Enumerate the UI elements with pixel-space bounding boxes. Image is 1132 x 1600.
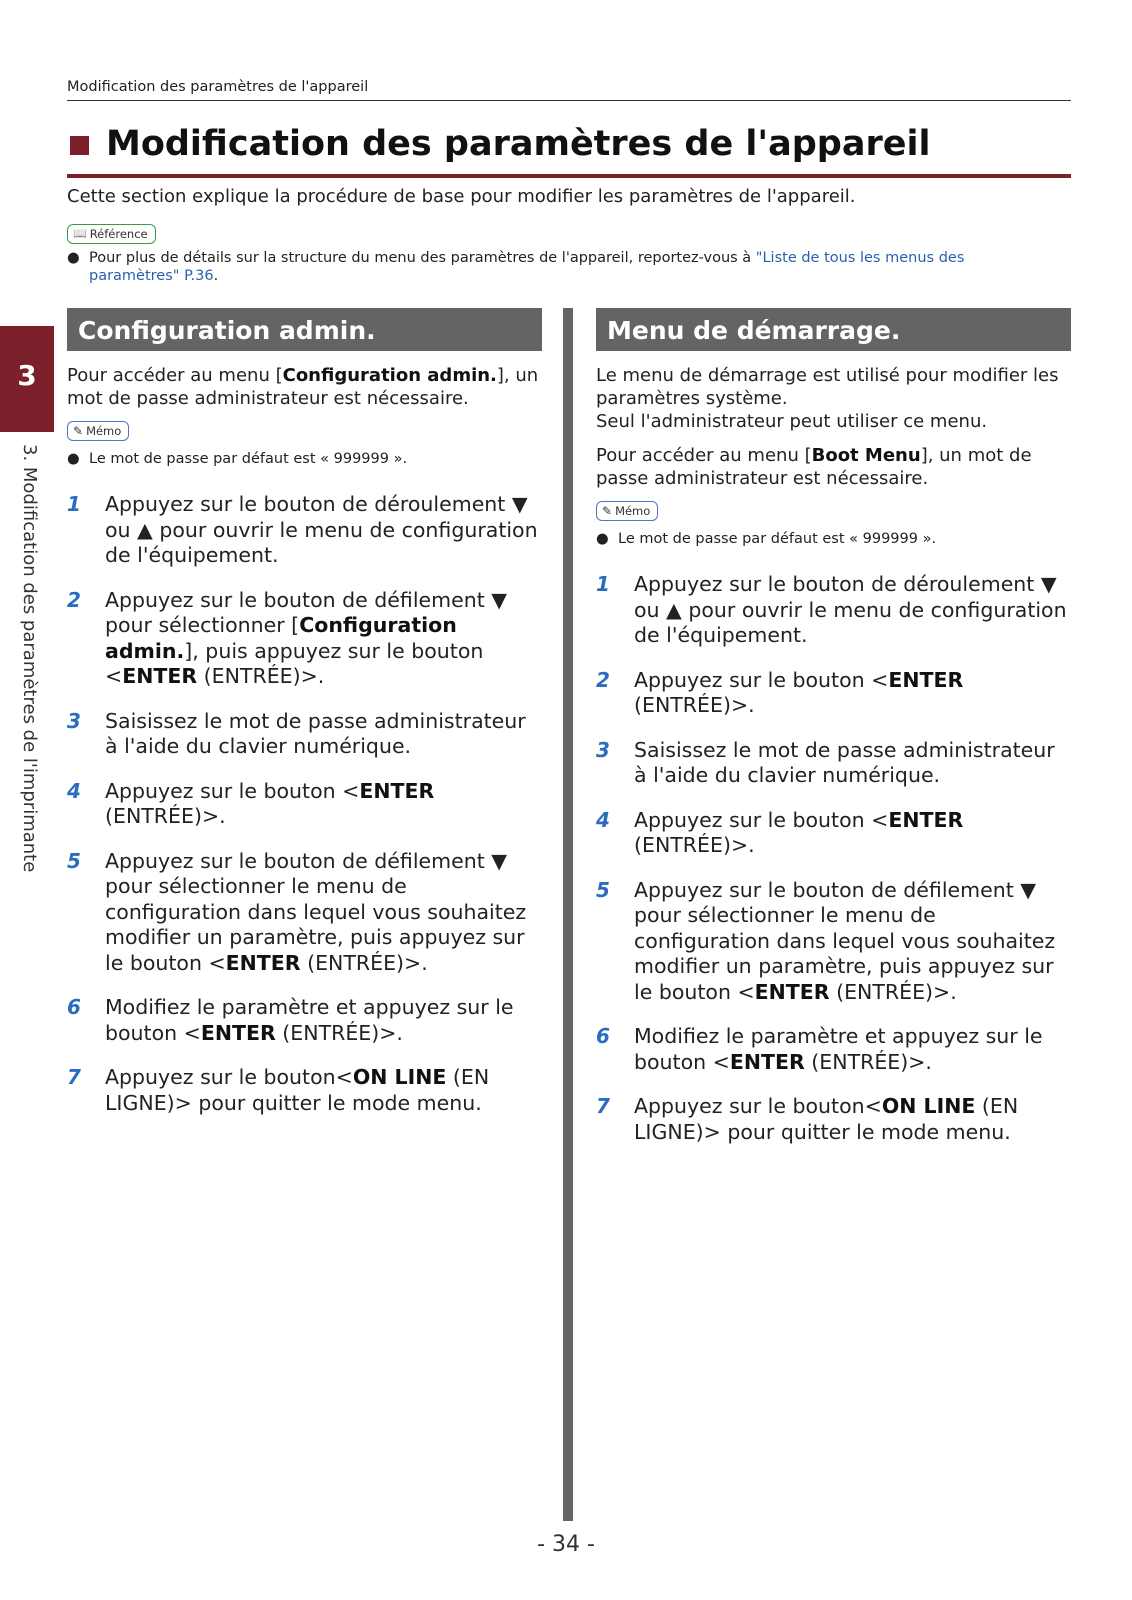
- step-number: 1: [596, 572, 610, 596]
- reference-bullet: [67, 249, 1057, 285]
- pencil-icon: ✎: [602, 504, 613, 518]
- section-intro: Cette section explique la procédure de base pour modifier les paramètres de l'appareil.: [67, 186, 856, 207]
- right-step: [596, 808, 1071, 859]
- left-step: [67, 709, 542, 760]
- right-step: [596, 668, 1071, 719]
- step-text: Appuyez sur le bouton de déroulement ▼ ou ▲ pour ouvrir le menu de configuration de l'équipement.: [634, 572, 1067, 647]
- step-text: Appuyez sur le bouton de déroulement ▼ ou ▲ pour ouvrir le menu de configuration de l'équipement.: [105, 492, 538, 567]
- step-number: 2: [596, 667, 610, 692]
- page-title: Modification des paramètres de l'appareil: [106, 124, 931, 164]
- step-number: 5: [596, 877, 610, 902]
- right-memo-badge: [596, 501, 658, 521]
- reference-badge-label: Référence: [89, 226, 148, 241]
- right-step: [596, 878, 1071, 1006]
- left-memo-bullet: [67, 450, 542, 468]
- left-memo-badge-label: Mémo: [86, 424, 122, 438]
- right-memo-text: Le mot de passe par défaut est « 999999 ».: [618, 531, 937, 547]
- running-header: Modification des paramètres de l'appareil: [67, 79, 1071, 101]
- left-intro-after: ], un mot de passe administrateur est nécessaire.: [67, 365, 539, 409]
- right-intro: [596, 444, 1071, 490]
- step-number: 4: [596, 807, 610, 832]
- right-memo-badge-label: Mémo: [615, 504, 651, 518]
- right-desc-2: Seul l'administrateur peut utiliser ce menu.: [596, 411, 988, 432]
- right-memo: [596, 500, 1071, 548]
- left-intro-before: Pour accéder au menu [: [67, 365, 283, 386]
- step-text: Modifiez le paramètre et appuyez sur le bouton <ENTER (ENTRÉE)>.: [634, 1024, 1043, 1074]
- step-text: Appuyez sur le bouton <ENTER (ENTRÉE)>.: [634, 667, 964, 717]
- right-column: [596, 308, 1071, 1164]
- square-marker-icon: [70, 136, 89, 155]
- step-text: Saisissez le mot de passe administrateur à l'aide du clavier numérique.: [105, 708, 526, 758]
- step-text: Appuyez sur le bouton<ON LINE (EN LIGNE)> pour quitter le mode menu.: [105, 1065, 490, 1115]
- step-number: 1: [67, 492, 81, 516]
- step-number: 4: [67, 778, 81, 803]
- step-number: 3: [67, 708, 81, 733]
- step-number: 7: [67, 1065, 81, 1089]
- step-number: 5: [67, 848, 81, 873]
- pencil-icon: ✎: [73, 424, 84, 438]
- page-number: - 34 -: [537, 1532, 595, 1557]
- chapter-tab[interactable]: 3: [0, 326, 54, 432]
- left-step: [67, 492, 542, 569]
- bullet-dot-icon: ●: [67, 451, 80, 467]
- step-number: 6: [596, 1024, 610, 1048]
- left-memo: [67, 420, 542, 468]
- right-column-header: Menu de démarrage.: [596, 308, 1071, 351]
- left-step: [67, 588, 542, 690]
- left-step: [67, 1065, 542, 1116]
- reference-badge-wrap: [67, 222, 156, 244]
- right-desc-1: Le menu de démarrage est utilisé pour modifier les paramètres système.: [596, 365, 1059, 409]
- bullet-dot-icon: ●: [67, 250, 80, 266]
- left-step: [67, 995, 542, 1046]
- step-number: 2: [67, 587, 81, 612]
- step-number: 6: [67, 995, 81, 1019]
- step-number: 3: [596, 737, 610, 762]
- title-block: [67, 124, 1071, 178]
- step-text: Saisissez le mot de passe administrateur à l'aide du clavier numérique.: [634, 737, 1055, 787]
- step-number: 7: [596, 1094, 610, 1118]
- reference-link[interactable]: "Liste de tous les menus des paramètres" P.36: [89, 250, 965, 284]
- left-column: [67, 308, 542, 1135]
- step-text: Modifiez le paramètre et appuyez sur le bouton <ENTER (ENTRÉE)>.: [105, 995, 514, 1045]
- left-intro-bold: Configuration admin.: [282, 365, 497, 386]
- step-text: Appuyez sur le bouton<ON LINE (EN LIGNE)> pour quitter le mode menu.: [634, 1094, 1019, 1144]
- right-intro-bold: Boot Menu: [811, 445, 921, 466]
- step-text: Appuyez sur le bouton de défilement ▼ pour sélectionner [Configuration admin.], puis appuyez sur le bouton <ENTER (ENTRÉE)>.: [105, 587, 508, 688]
- right-step: [596, 1024, 1071, 1075]
- right-memo-bullet: [596, 530, 1071, 548]
- right-step: [596, 1094, 1071, 1145]
- step-text: Appuyez sur le bouton de défilement ▼ pour sélectionner le menu de configuration dans lequel vous souhaitez modifier un paramètre, puis appuyez sur le bouton <ENTER (ENTRÉE)>.: [634, 877, 1056, 1004]
- left-step: [67, 779, 542, 830]
- left-memo-text: Le mot de passe par défaut est « 999999 ».: [89, 451, 408, 467]
- reference-badge: [67, 224, 156, 244]
- left-column-header: Configuration admin.: [67, 308, 542, 351]
- chapter-vertical-label: 3. Modification des paramètres de l'imprimante: [19, 444, 40, 873]
- step-text: Appuyez sur le bouton <ENTER (ENTRÉE)>.: [105, 778, 435, 828]
- reference-text: Pour plus de détails sur la structure du menu des paramètres de l'appareil, reportez-vous à: [89, 250, 756, 266]
- left-step: [67, 849, 542, 977]
- reference-after: .: [213, 268, 219, 284]
- step-text: Appuyez sur le bouton de défilement ▼ pour sélectionner le menu de configuration dans lequel vous souhaitez modifier un paramètre, puis appuyez sur le bouton <ENTER (ENTRÉE)>.: [105, 848, 527, 975]
- step-text: Appuyez sur le bouton <ENTER (ENTRÉE)>.: [634, 807, 964, 857]
- left-memo-badge: [67, 421, 129, 441]
- right-step: [596, 572, 1071, 649]
- right-intro-before: Pour accéder au menu [: [596, 445, 812, 466]
- bullet-dot-icon: ●: [596, 531, 609, 547]
- right-step: [596, 738, 1071, 789]
- right-steps: [596, 572, 1071, 1145]
- right-intro-after: ], un mot de passe administrateur est nécessaire.: [596, 445, 1032, 489]
- left-steps: [67, 492, 542, 1116]
- left-intro: [67, 364, 542, 410]
- column-divider: [563, 308, 573, 1521]
- book-icon: 📖: [73, 227, 87, 240]
